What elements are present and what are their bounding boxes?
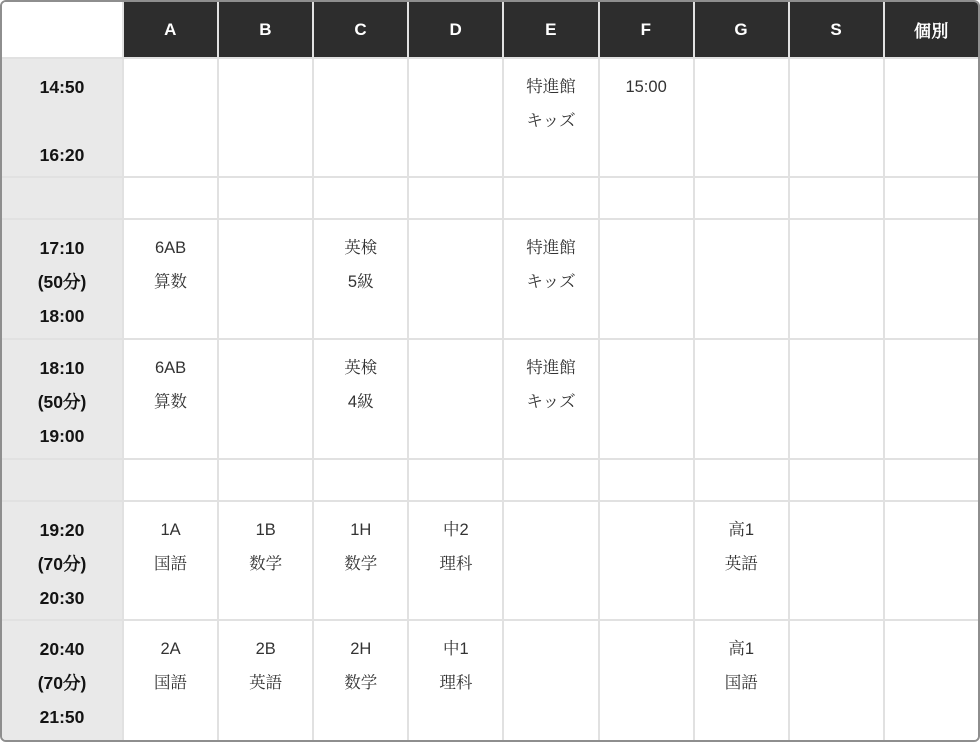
- column-header-f: [600, 2, 693, 57]
- class-cell-line: 数学: [344, 674, 378, 692]
- column-header-label: S: [830, 19, 843, 39]
- time-column-spacer-2: [2, 460, 122, 500]
- empty-cell-c-spacer-1: [314, 178, 407, 218]
- class-cell-d-1920-2030[interactable]: [409, 502, 502, 619]
- empty-cell-g-spacer-2: [695, 460, 788, 500]
- time-line: (70分): [37, 554, 87, 574]
- class-cell-line: 2H: [350, 640, 372, 658]
- class-cell-line: 中2: [443, 521, 469, 539]
- time-line: 18:10: [39, 358, 85, 378]
- empty-cell-kobetsu-1710-1800: [885, 220, 978, 338]
- class-cell-c-2040-2150[interactable]: [314, 621, 407, 740]
- class-cell-line: 2A: [160, 640, 181, 658]
- class-cell-line: 特進館: [526, 239, 576, 257]
- empty-cell-f-spacer-1: [600, 178, 693, 218]
- column-header-label: A: [164, 19, 177, 39]
- time-line: 19:20: [39, 520, 85, 540]
- empty-cell-s-1810-1900: [790, 340, 883, 458]
- time-line: 19:00: [39, 426, 85, 446]
- class-cell-line: 6AB: [154, 359, 187, 377]
- empty-cell-kobetsu-spacer-2: [885, 460, 978, 500]
- class-cell-line: 理科: [439, 555, 473, 573]
- time-line: (70分): [37, 673, 87, 693]
- class-cell-c-1920-2030[interactable]: [314, 502, 407, 619]
- class-cell-d-2040-2150[interactable]: [409, 621, 502, 740]
- empty-cell-g-1450-1620: [695, 59, 788, 176]
- class-cell-line: 国語: [154, 555, 188, 573]
- empty-cell-f-2040-2150: [600, 621, 693, 740]
- empty-cell-b-1710-1800: [219, 220, 312, 338]
- class-cell-line: 理科: [439, 674, 473, 692]
- time-slot-label-1710-1800: [2, 220, 122, 338]
- empty-cell-s-1920-2030: [790, 502, 883, 619]
- empty-cell-a-spacer-1: [124, 178, 217, 218]
- time-line: 18:00: [39, 306, 85, 326]
- time-column-spacer-1: [2, 178, 122, 218]
- column-header-label: F: [640, 19, 652, 39]
- empty-cell-a-1450-1620: [124, 59, 217, 176]
- empty-cell-f-spacer-2: [600, 460, 693, 500]
- empty-cell-s-1710-1800: [790, 220, 883, 338]
- empty-cell-g-1710-1800: [695, 220, 788, 338]
- empty-cell-d-1810-1900: [409, 340, 502, 458]
- column-header-e: [504, 2, 597, 57]
- empty-cell-kobetsu-1810-1900: [885, 340, 978, 458]
- empty-cell-s-spacer-1: [790, 178, 883, 218]
- empty-cell-e-spacer-2: [504, 460, 597, 500]
- class-cell-line: 1B: [255, 521, 276, 539]
- column-header-a: [124, 2, 217, 57]
- class-cell-f-1450-1620[interactable]: [600, 59, 693, 176]
- class-cell-e-1450-1620[interactable]: [504, 59, 597, 176]
- empty-cell-s-1450-1620: [790, 59, 883, 176]
- class-cell-c-1710-1800[interactable]: [314, 220, 407, 338]
- class-cell-a-1810-1900[interactable]: [124, 340, 217, 458]
- time-line: 20:30: [39, 588, 85, 608]
- class-cell-line: 4級: [347, 393, 374, 411]
- column-header-label: E: [545, 19, 557, 39]
- empty-cell-e-spacer-1: [504, 178, 597, 218]
- column-header-s: [790, 2, 883, 57]
- class-cell-line: 2B: [255, 640, 276, 658]
- time-line: 17:10: [39, 238, 85, 258]
- empty-cell-kobetsu-2040-2150: [885, 621, 978, 740]
- column-header-label: G: [734, 19, 749, 39]
- empty-cell-kobetsu-1920-2030: [885, 502, 978, 619]
- time-slot-label-2040-2150: [2, 621, 122, 740]
- empty-cell-e-2040-2150: [504, 621, 597, 740]
- class-cell-line: 高1: [728, 640, 755, 658]
- column-header-d: [409, 2, 502, 57]
- time-slot-label-1450-1620: [2, 59, 122, 176]
- column-header-label: C: [354, 19, 368, 39]
- time-slot-label-1810-1900: [2, 340, 122, 458]
- empty-cell-a-spacer-2: [124, 460, 217, 500]
- empty-cell-d-spacer-1: [409, 178, 502, 218]
- class-cell-line: 1A: [160, 521, 181, 539]
- class-cell-a-1710-1800[interactable]: [124, 220, 217, 338]
- column-header-label: D: [449, 19, 463, 39]
- empty-cell-g-1810-1900: [695, 340, 788, 458]
- column-header-label: 個別: [913, 22, 949, 41]
- class-cell-line: 算数: [154, 393, 188, 411]
- empty-cell-f-1710-1800: [600, 220, 693, 338]
- empty-cell-d-1710-1800: [409, 220, 502, 338]
- corner-cell: [2, 2, 122, 57]
- empty-cell-d-spacer-2: [409, 460, 502, 500]
- empty-cell-d-1450-1620: [409, 59, 502, 176]
- time-line: 14:50: [39, 77, 85, 97]
- class-cell-line: キッズ: [526, 273, 576, 291]
- empty-cell-c-1450-1620: [314, 59, 407, 176]
- time-slot-label-1920-2030: [2, 502, 122, 619]
- class-cell-line: 1H: [350, 521, 372, 539]
- class-cell-line: キッズ: [526, 393, 576, 411]
- class-cell-a-2040-2150[interactable]: [124, 621, 217, 740]
- class-cell-c-1810-1900[interactable]: [314, 340, 407, 458]
- class-cell-b-2040-2150[interactable]: [219, 621, 312, 740]
- time-line: 20:40: [39, 639, 85, 659]
- column-header-kobetsu: [885, 2, 978, 57]
- class-cell-line: 5級: [347, 273, 374, 291]
- empty-cell-f-1920-2030: [600, 502, 693, 619]
- class-cell-line: 数学: [344, 555, 378, 573]
- column-header-b: [219, 2, 312, 57]
- class-cell-line: 英検: [344, 239, 378, 257]
- class-cell-line: 15:00: [625, 78, 667, 96]
- class-cell-line: 英語: [249, 674, 283, 692]
- class-cell-line: 特進館: [526, 359, 576, 377]
- empty-cell-kobetsu-spacer-1: [885, 178, 978, 218]
- empty-cell-kobetsu-1450-1620: [885, 59, 978, 176]
- time-line: [2, 104, 122, 138]
- class-cell-line: 英語: [724, 555, 758, 573]
- class-cell-line: 中1: [443, 640, 469, 658]
- class-cell-line: 数学: [249, 555, 283, 573]
- empty-cell-c-spacer-2: [314, 460, 407, 500]
- class-cell-g-1920-2030[interactable]: [695, 502, 788, 619]
- empty-cell-s-2040-2150: [790, 621, 883, 740]
- column-header-g: [695, 2, 788, 57]
- time-line: 21:50: [39, 707, 85, 727]
- empty-cell-g-spacer-1: [695, 178, 788, 218]
- time-line: (50分): [37, 392, 87, 412]
- class-cell-g-2040-2150[interactable]: [695, 621, 788, 740]
- empty-cell-b-spacer-1: [219, 178, 312, 218]
- class-cell-line: 国語: [724, 674, 758, 692]
- column-header-label: B: [259, 19, 273, 39]
- class-cell-e-1810-1900[interactable]: [504, 340, 597, 458]
- time-line: (50分): [37, 272, 87, 292]
- class-cell-line: 国語: [154, 674, 188, 692]
- class-cell-line: 6AB: [154, 239, 187, 257]
- class-cell-line: 英検: [344, 359, 378, 377]
- empty-cell-s-spacer-2: [790, 460, 883, 500]
- empty-cell-b-spacer-2: [219, 460, 312, 500]
- class-cell-line: 高1: [728, 521, 755, 539]
- empty-cell-b-1450-1620: [219, 59, 312, 176]
- empty-cell-b-1810-1900: [219, 340, 312, 458]
- class-cell-b-1920-2030[interactable]: [219, 502, 312, 619]
- column-header-c: [314, 2, 407, 57]
- time-line: 16:20: [39, 145, 85, 165]
- timetable-grid: [2, 2, 978, 740]
- class-cell-e-1710-1800[interactable]: [504, 220, 597, 338]
- empty-cell-e-1920-2030: [504, 502, 597, 619]
- class-cell-a-1920-2030[interactable]: [124, 502, 217, 619]
- class-cell-line: 算数: [154, 273, 188, 291]
- empty-cell-f-1810-1900: [600, 340, 693, 458]
- class-cell-line: キッズ: [526, 112, 576, 130]
- class-cell-line: 特進館: [526, 78, 576, 96]
